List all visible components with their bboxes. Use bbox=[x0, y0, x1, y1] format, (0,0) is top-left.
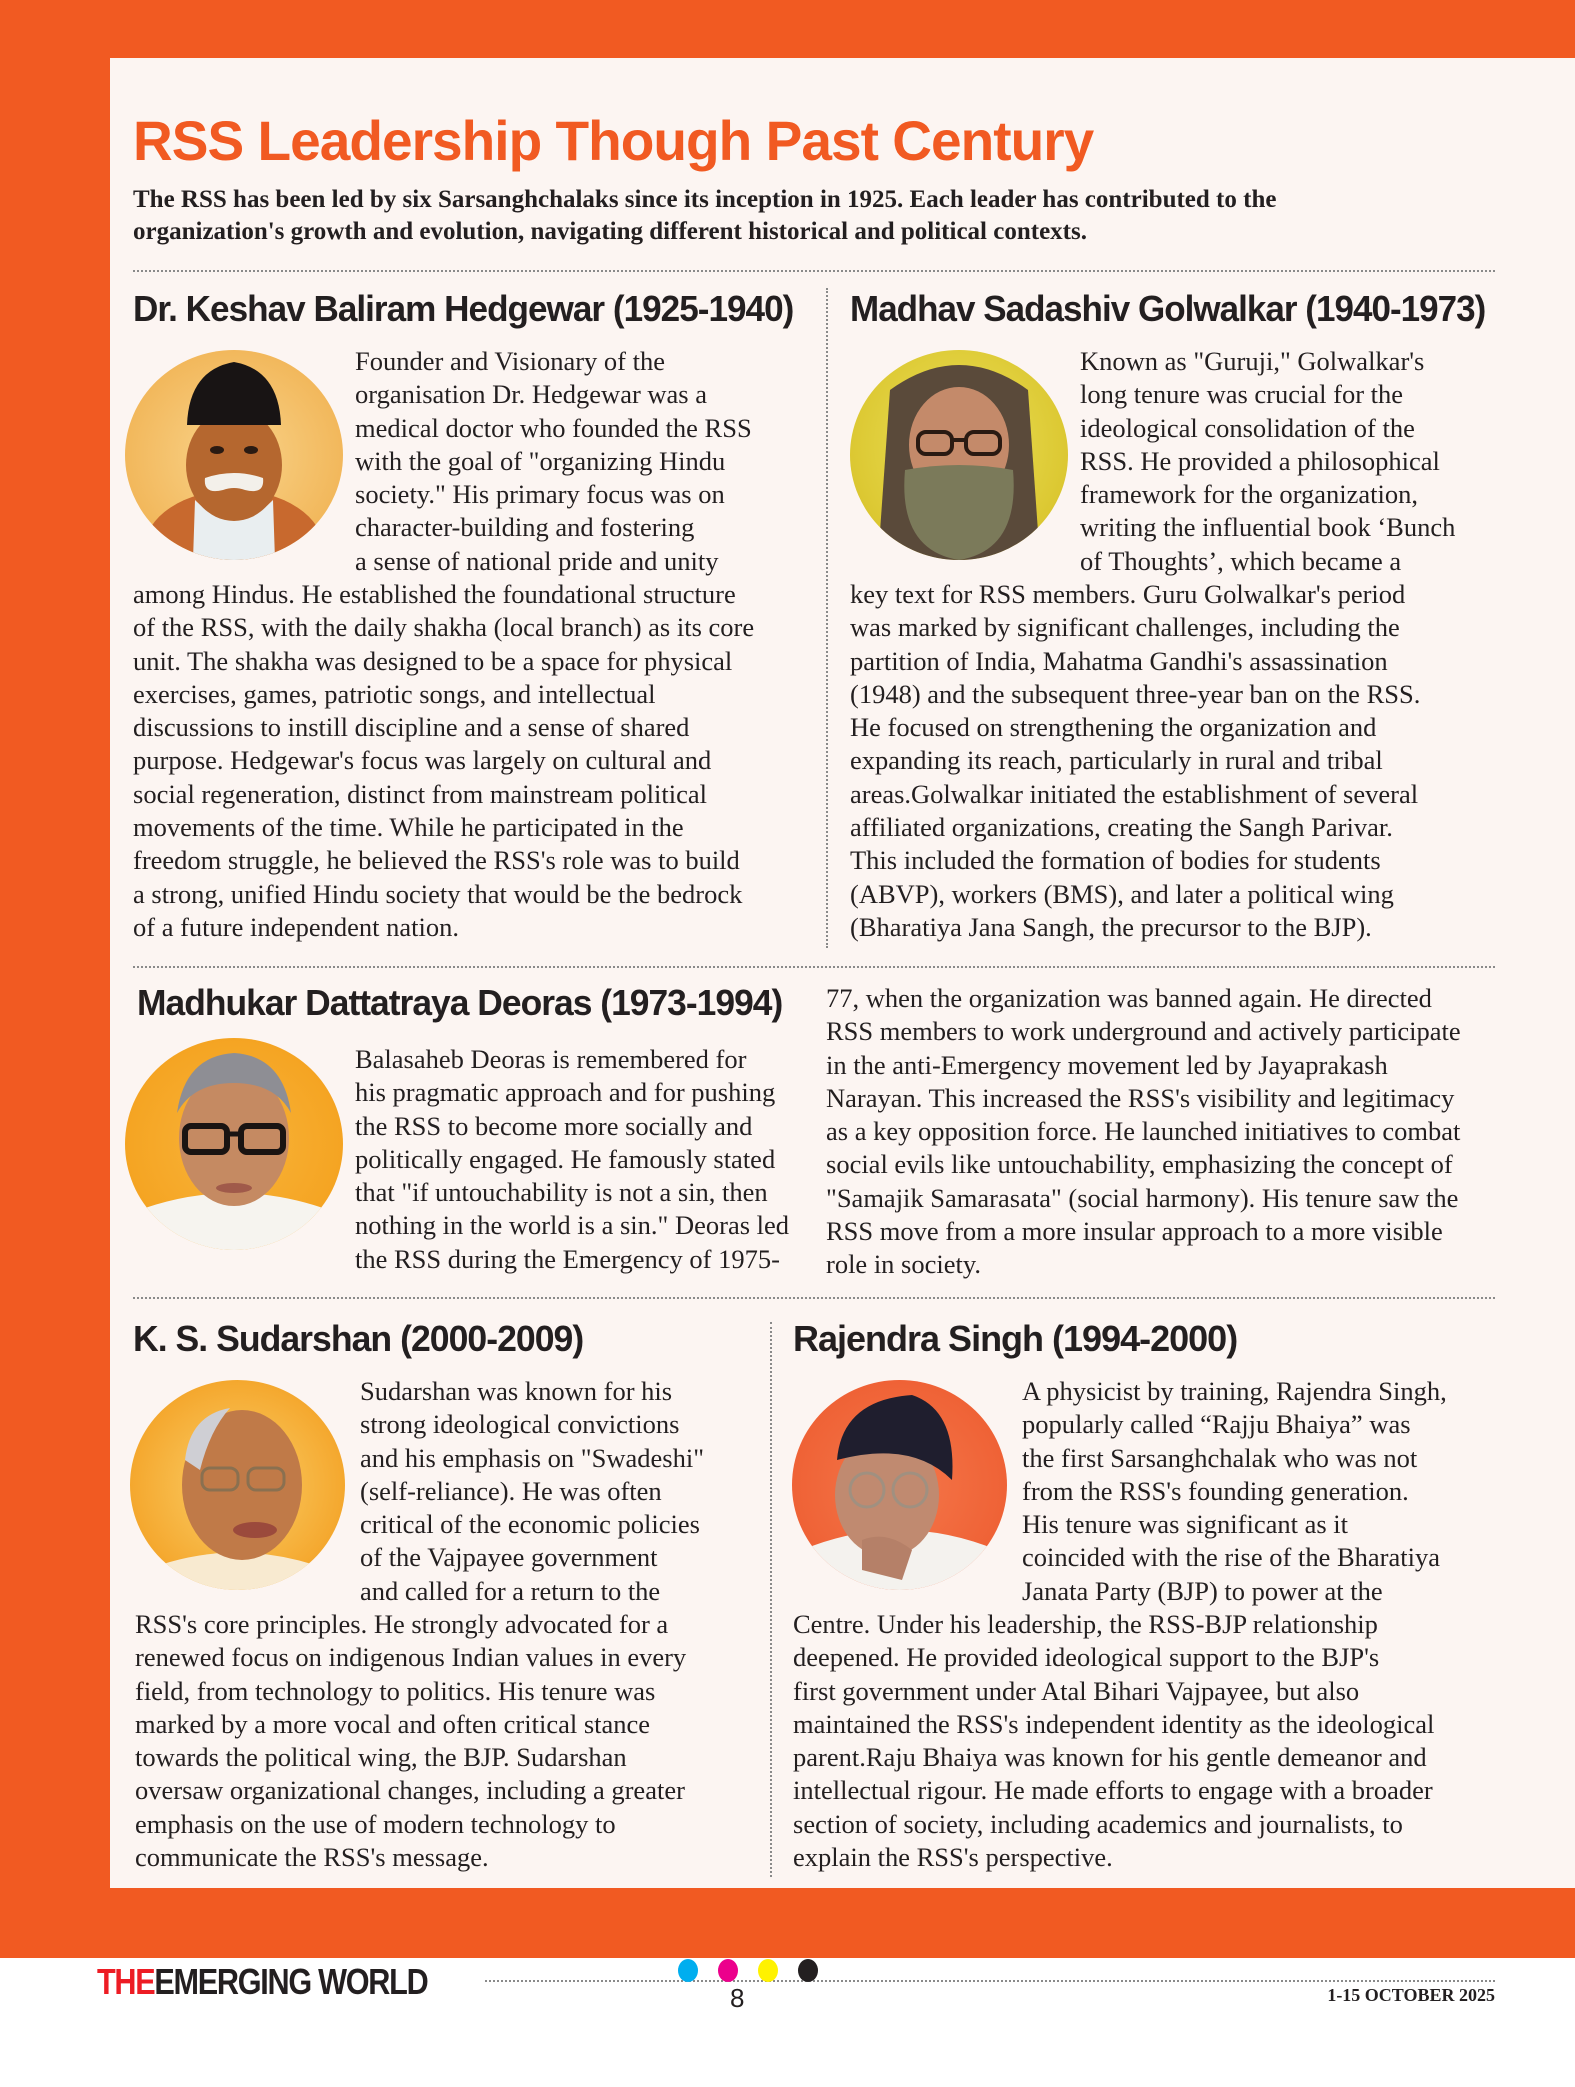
intro-paragraph bbox=[133, 184, 1463, 248]
body-line: popularly called “Rajju Bhaiya” was bbox=[1022, 1409, 1411, 1440]
body-deoras bbox=[355, 1043, 795, 1276]
body-line: in the anti-Emergency movement led by Jayaprakash bbox=[826, 1049, 1388, 1080]
body-line: the first Sarsanghchalak who was not bbox=[1022, 1442, 1418, 1473]
body-line: explain the RSS's perspective. bbox=[793, 1842, 1113, 1873]
cmyk-dot-cyan bbox=[678, 1959, 698, 1982]
divider-dotted bbox=[133, 270, 1495, 272]
body-line: first government under Atal Bihari Vajpayee, but also bbox=[793, 1675, 1360, 1706]
body-line: writing the influential book ‘Bunch bbox=[1080, 512, 1456, 543]
body-line: (1948) and the subsequent three-year ban on the RSS. bbox=[850, 678, 1421, 709]
body-line: maintained the RSS's independent identity as the ideological bbox=[793, 1708, 1435, 1739]
body-line: role in society. bbox=[826, 1249, 982, 1280]
publication-logo bbox=[97, 1961, 427, 2003]
body-line: exercises, games, patriotic songs, and intellectual bbox=[133, 678, 656, 709]
body-line: social evils like untouchability, emphasizing the concept of bbox=[826, 1149, 1453, 1180]
body-line: freedom struggle, he believed the RSS's role was to build bbox=[133, 845, 740, 876]
portrait-golwalkar-illustration bbox=[850, 350, 1068, 560]
body-line: parent.Raju Bhaiya was known for his gentle demeanor and bbox=[793, 1742, 1427, 1773]
heading-golwalkar: Madhav Sadashiv Golwalkar (1940-1973) bbox=[850, 288, 1486, 329]
page-number: 8 bbox=[730, 1983, 745, 2013]
body-line: His tenure was significant as it bbox=[1022, 1509, 1349, 1540]
body-line: (ABVP), workers (BMS), and later a political wing bbox=[850, 878, 1394, 909]
body-line: that "if untouchability is not a sin, then bbox=[355, 1177, 768, 1208]
footer-divider bbox=[485, 1980, 1495, 1982]
column-divider bbox=[770, 1322, 772, 1877]
body-line: long tenure was crucial for the bbox=[1080, 379, 1404, 410]
column-divider bbox=[826, 288, 828, 948]
body-line: critical of the economic policies bbox=[360, 1509, 700, 1540]
body-sudarshan-wrap bbox=[360, 1375, 760, 1608]
body-line: towards the political wing, the BJP. Sudarshan bbox=[135, 1742, 627, 1773]
body-line: emphasis on the use of modern technology to bbox=[135, 1808, 616, 1839]
body-line: his pragmatic approach and for pushing bbox=[355, 1077, 776, 1108]
issue-date: 1-15 OCTOBER 2025 bbox=[1327, 1985, 1495, 2005]
body-line: movements of the time. While he participated in the bbox=[133, 812, 684, 843]
body-line: a strong, unified Hindu society that would be the bedrock bbox=[133, 878, 743, 909]
body-line: intellectual rigour. He made efforts to engage with a broader bbox=[793, 1775, 1433, 1806]
heading-hedgewar: Dr. Keshav Baliram Hedgewar (1925-1940) bbox=[133, 288, 794, 329]
body-line: Balasaheb Deoras is remembered for bbox=[355, 1044, 747, 1074]
body-line: RSS move from a more insular approach to a more visible bbox=[826, 1216, 1443, 1247]
body-line: purpose. Hedgewar's focus was largely on cultural and bbox=[133, 745, 712, 776]
body-line: Narayan. This increased the RSS's visibility and legitimacy bbox=[826, 1082, 1455, 1113]
body-line: ideological consolidation of the bbox=[1080, 412, 1415, 443]
body-line: He focused on strengthening the organization and bbox=[850, 712, 1377, 743]
body-rajendra-singh-wrap bbox=[1022, 1375, 1497, 1608]
body-hedgewar-wrap bbox=[355, 345, 810, 578]
body-deoras-continued bbox=[826, 982, 1491, 1282]
body-line: marked by a more vocal and often critical stance bbox=[135, 1708, 651, 1739]
body-line: (Bharatiya Jana Sangh, the precursor to the BJP). bbox=[850, 911, 1372, 942]
portrait-sudarshan-illustration bbox=[130, 1380, 345, 1590]
portrait-sudarshan bbox=[130, 1380, 345, 1590]
body-line: organisation Dr. Hedgewar was a bbox=[355, 379, 708, 410]
portrait-deoras bbox=[125, 1038, 343, 1250]
body-line: oversaw organizational changes, including a greater bbox=[135, 1775, 685, 1806]
heading-sudarshan: K. S. Sudarshan (2000-2009) bbox=[133, 1318, 584, 1359]
body-rajendra-singh-full bbox=[793, 1608, 1505, 1874]
body-line: and called for a return to the bbox=[360, 1575, 661, 1606]
portrait-hedgewar bbox=[125, 350, 343, 560]
body-line: nothing in the world is a sin." Deoras led bbox=[355, 1210, 790, 1241]
body-golwalkar-full bbox=[850, 578, 1500, 944]
page-title: RSS Leadership Though Past Century bbox=[133, 109, 1094, 172]
body-line: Sudarshan was known for his bbox=[360, 1376, 673, 1406]
body-line: of the Vajpayee government bbox=[360, 1542, 658, 1573]
body-line: unit. The shakha was designed to be a space for physical bbox=[133, 645, 733, 676]
body-line: medical doctor who founded the RSS bbox=[355, 412, 752, 443]
body-line: key text for RSS members. Guru Golwalkar's period bbox=[850, 579, 1406, 609]
body-line: renewed focus on indigenous Indian values in every bbox=[135, 1642, 687, 1673]
body-line: section of society, including academics and journalists, to bbox=[793, 1808, 1403, 1839]
body-line: Founder and Visionary of the bbox=[355, 346, 665, 376]
body-sudarshan-full bbox=[135, 1608, 755, 1874]
portrait-deoras-illustration bbox=[125, 1038, 343, 1250]
body-line: from the RSS's founding generation. bbox=[1022, 1475, 1409, 1506]
body-line: was marked by significant challenges, including the bbox=[850, 612, 1400, 643]
body-line: politically engaged. He famously stated bbox=[355, 1143, 776, 1174]
body-line: character-building and fostering bbox=[355, 512, 695, 543]
body-line: A physicist by training, Rajendra Singh, bbox=[1022, 1376, 1447, 1406]
body-line: society." His primary focus was on bbox=[355, 479, 725, 510]
portrait-hedgewar-illustration bbox=[125, 350, 343, 560]
body-line: field, from technology to politics. His tenure was bbox=[135, 1675, 656, 1706]
body-line: and his emphasis on "Swadeshi" bbox=[360, 1442, 705, 1473]
body-golwalkar-wrap bbox=[1080, 345, 1500, 578]
body-line: partition of India, Mahatma Gandhi's assassination bbox=[850, 645, 1388, 676]
cmyk-dot-magenta bbox=[718, 1959, 738, 1982]
body-line: of a future independent nation. bbox=[133, 911, 459, 942]
body-line: Known as "Guruji," Golwalkar's bbox=[1080, 346, 1425, 376]
body-line: 77, when the organization was banned again. He directed bbox=[826, 983, 1432, 1013]
body-line: framework for the organization, bbox=[1080, 479, 1418, 510]
portrait-rajendra-singh-illustration bbox=[792, 1380, 1007, 1590]
body-line: the RSS to become more socially and bbox=[355, 1110, 753, 1141]
body-line: a sense of national pride and unity bbox=[355, 545, 719, 576]
body-line: of the RSS, with the daily shakha (local branch) as its core bbox=[133, 612, 755, 643]
body-line: strong ideological convictions bbox=[360, 1409, 680, 1440]
body-line: communicate the RSS's message. bbox=[135, 1842, 489, 1873]
body-line: affiliated organizations, creating the Sangh Parivar. bbox=[850, 812, 1393, 843]
body-line: coincided with the rise of the Bharatiya bbox=[1022, 1542, 1440, 1573]
body-line: with the goal of "organizing Hindu bbox=[355, 445, 726, 476]
body-line: This included the formation of bodies for students bbox=[850, 845, 1381, 876]
body-line: (self-reliance). He was often bbox=[360, 1475, 662, 1506]
portrait-rajendra-singh bbox=[792, 1380, 1007, 1590]
cmyk-dot-yellow bbox=[758, 1959, 778, 1982]
body-line: among Hindus. He established the foundational structure bbox=[133, 579, 736, 609]
body-line: "Samajik Samarasata" (social harmony). His tenure saw the bbox=[826, 1182, 1459, 1213]
body-line: Janata Party (BJP) to power at the bbox=[1022, 1575, 1383, 1606]
body-line: deepened. He provided ideological support to the BJP's bbox=[793, 1642, 1380, 1673]
intro-line: The RSS has been led by six Sarsanghchalaks since its inception in 1925. Each leader has contributed to the bbox=[133, 186, 1277, 213]
body-line: RSS's core principles. He strongly advocated for a bbox=[135, 1609, 669, 1639]
body-hedgewar-full bbox=[133, 578, 808, 944]
logo-emerging-world: EMERGING WORLD bbox=[154, 1961, 428, 2002]
logo-the: THE bbox=[97, 1961, 155, 2002]
body-line: social regeneration, distinct from mainstream political bbox=[133, 778, 707, 809]
body-line: RSS. He provided a philosophical bbox=[1080, 445, 1440, 476]
body-line: areas.Golwalkar initiated the establishment of several bbox=[850, 778, 1419, 809]
heading-rajendra-singh: Rajendra Singh (1994-2000) bbox=[793, 1318, 1238, 1359]
heading-deoras: Madhukar Dattatraya Deoras (1973-1994) bbox=[137, 982, 783, 1023]
portrait-golwalkar bbox=[850, 350, 1068, 560]
body-line: of Thoughts’, which became a bbox=[1080, 545, 1402, 576]
body-line: expanding its reach, particularly in rural and tribal bbox=[850, 745, 1383, 776]
body-line: Centre. Under his leadership, the RSS-BJP relationship bbox=[793, 1609, 1378, 1639]
body-line: as a key opposition force. He launched initiatives to combat bbox=[826, 1116, 1461, 1147]
body-line: RSS members to work underground and actively participate bbox=[826, 1016, 1461, 1047]
body-line: the RSS during the Emergency of 1975- bbox=[355, 1243, 780, 1274]
intro-line: organization's growth and evolution, navigating different historical and political contexts. bbox=[133, 218, 1087, 245]
divider-dotted bbox=[133, 1297, 1495, 1299]
divider-dotted bbox=[133, 966, 1495, 968]
cmyk-dot-black bbox=[798, 1959, 818, 1982]
body-line: discussions to instill discipline and a sense of shared bbox=[133, 712, 690, 743]
